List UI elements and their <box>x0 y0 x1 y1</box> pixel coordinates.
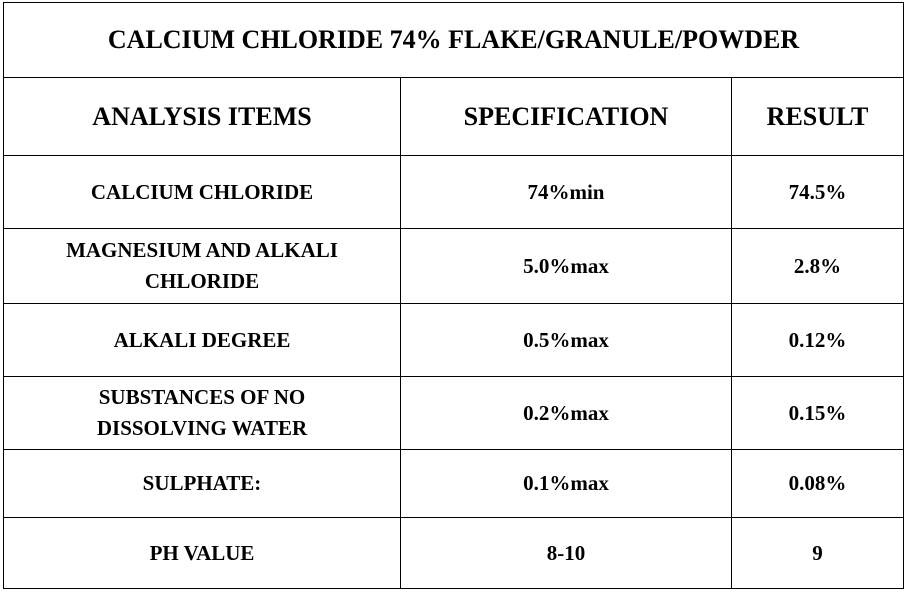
specification-cell: 0.5%max <box>401 304 732 377</box>
specification-cell: 74%min <box>401 156 732 229</box>
item-cell: PH VALUE <box>4 518 401 589</box>
table-row <box>4 450 904 518</box>
result-cell: 9 <box>732 518 904 589</box>
item-line: CHLORIDE <box>144 269 260 293</box>
item-line: MAGNESIUM AND ALKALI <box>66 238 338 262</box>
specification-cell: 8-10 <box>401 518 732 589</box>
item-line: SUBSTANCES OF NO <box>98 385 306 409</box>
result-cell: 0.12% <box>732 304 904 377</box>
specification-cell: 0.2%max <box>401 377 732 450</box>
result-cell: 74.5% <box>732 156 904 229</box>
column-header-result: RESULT <box>732 78 904 156</box>
specification-cell: 0.1%max <box>401 450 732 518</box>
table-row <box>4 229 904 304</box>
item-cell <box>4 229 401 304</box>
title-row <box>4 3 904 78</box>
item-cell: SULPHATE: <box>4 450 401 518</box>
column-header-specification: SPECIFICATION <box>401 78 732 156</box>
result-cell: 0.08% <box>732 450 904 518</box>
column-header-analysis-items: ANALYSIS ITEMS <box>4 78 401 156</box>
result-cell: 0.15% <box>732 377 904 450</box>
item-cell: ALKALI DEGREE <box>4 304 401 377</box>
header-row <box>4 78 904 156</box>
item-cell: CALCIUM CHLORIDE <box>4 156 401 229</box>
item-cell <box>4 377 401 450</box>
table-title: CALCIUM CHLORIDE 74% FLAKE/GRANULE/POWDER <box>4 3 904 78</box>
specification-cell: 5.0%max <box>401 229 732 304</box>
item-line: DISSOLVING WATER <box>96 416 308 440</box>
table-row <box>4 377 904 450</box>
specification-table <box>3 2 904 589</box>
table-row <box>4 156 904 229</box>
result-cell: 2.8% <box>732 229 904 304</box>
table-row <box>4 304 904 377</box>
table-row <box>4 518 904 589</box>
